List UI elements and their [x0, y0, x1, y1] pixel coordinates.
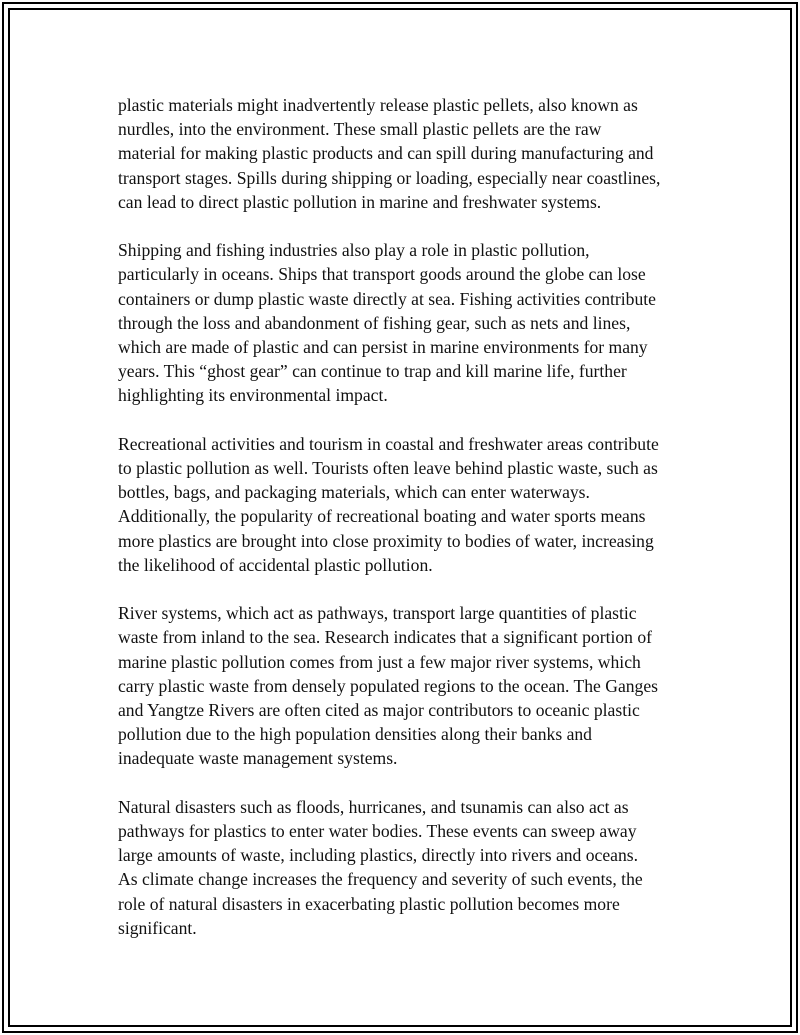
text-line: Additionally, the popularity of recreational boating and water sports means: [118, 506, 646, 527]
text-line: to plastic pollution as well. Tourists often leave behind plastic waste, such as: [118, 458, 658, 479]
text-line: more plastics are brought into close proximity to bodies of water, increasing: [118, 530, 654, 551]
text-line: through the loss and abandonment of fishing gear, such as nets and lines,: [118, 312, 631, 333]
text-line: River systems, which act as pathways, transport large quantities of plastic: [118, 603, 637, 624]
text-line: nurdles, into the environment. These small plastic pellets are the raw: [118, 119, 602, 140]
text-line: particularly in oceans. Ships that transport goods around the globe can lose: [118, 264, 646, 285]
text-line: and Yangtze Rivers are often cited as major contributors to oceanic plastic: [118, 700, 640, 721]
text-line: years. This “ghost gear” can continue to trap and kill marine life, further: [118, 361, 627, 382]
text-line: marine plastic pollution comes from just a few major river systems, which: [118, 651, 641, 672]
text-line: highlighting its environmental impact.: [118, 385, 388, 406]
paragraph-nurdles: [118, 93, 690, 214]
paragraph-recreation-tourism: [118, 432, 690, 577]
paragraph-natural-disasters: [118, 795, 690, 940]
document-body: [118, 93, 690, 964]
text-line: inadequate waste management systems.: [118, 748, 398, 769]
text-line: role of natural disasters in exacerbating plastic pollution becomes more: [118, 893, 620, 914]
text-line: containers or dump plastic waste directly at sea. Fishing activities contribute: [118, 288, 656, 309]
text-line: can lead to direct plastic pollution in marine and freshwater systems.: [118, 191, 602, 212]
text-line: large amounts of waste, including plastics, directly into rivers and oceans.: [118, 845, 639, 866]
text-line: the likelihood of accidental plastic pollution.: [118, 554, 433, 575]
text-line: transport stages. Spills during shipping or loading, especially near coastlines,: [118, 167, 661, 188]
text-line: Shipping and fishing industries also play a role in plastic pollution,: [118, 240, 590, 261]
text-line: material for making plastic products and can spill during manufacturing and: [118, 143, 654, 164]
text-line: waste from inland to the sea. Research indicates that a significant portion of: [118, 627, 652, 648]
text-line: plastic materials might inadvertently release plastic pellets, also known as: [118, 95, 638, 115]
text-line: Recreational activities and tourism in coastal and freshwater areas contribute: [118, 433, 659, 454]
text-line: carry plastic waste from densely populated regions to the ocean. The Ganges: [118, 675, 659, 696]
paragraph-shipping-fishing: [118, 238, 690, 407]
text-line: pathways for plastics to enter water bodies. These events can sweep away: [118, 821, 637, 842]
text-line: which are made of plastic and can persist in marine environments for many: [118, 337, 648, 358]
paragraph-river-systems: [118, 601, 690, 770]
text-line: significant.: [118, 917, 197, 938]
text-line: As climate change increases the frequency and severity of such events, the: [118, 869, 643, 890]
text-line: Natural disasters such as floods, hurricanes, and tsunamis can also act as: [118, 796, 629, 817]
text-line: pollution due to the high population densities along their banks and: [118, 724, 592, 745]
text-line: bottles, bags, and packaging materials, which can enter waterways.: [118, 482, 590, 503]
